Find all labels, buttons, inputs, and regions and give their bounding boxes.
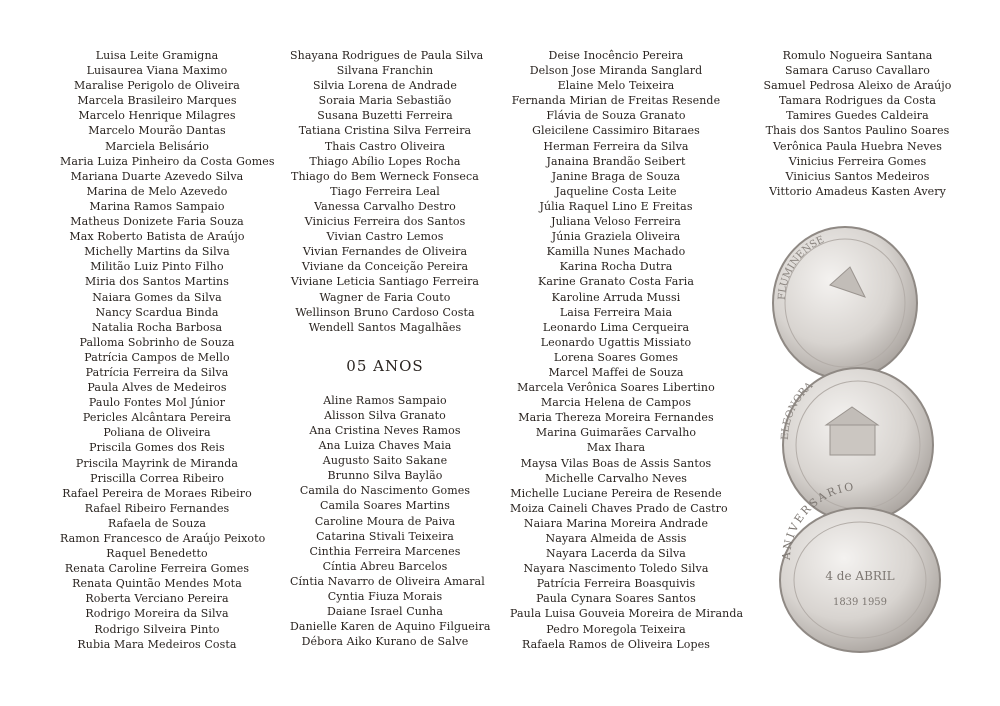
name-entry: Cíntia Abreu Barcelos [322,559,448,573]
name-entry: Janaina Brandão Seibert [546,154,686,168]
name-entry: Maria Thereza Moreira Fernandes [518,411,714,425]
name-entry: Paula Cynara Soares Santos [536,592,696,606]
name-entry: Mariana Duarte Azevedo Silva [70,169,244,183]
name-entry: Marcela Verônica Soares Libertino [517,381,715,395]
name-entry: Rafael Ribeiro Fernandes [84,501,230,515]
name-entry: Shayana Rodrigues de Paula Silva [290,49,484,62]
names-list [290,48,484,335]
name-entry: Tatiana Cristina Silva Ferreira [298,124,472,138]
names-column-4 [760,48,955,199]
name-entry: Augusto Saito Sakane [322,454,448,468]
name-entry: Vinicius Santos Medeiros [785,169,930,183]
name-entry: Aline Ramos Sampaio [323,393,447,407]
name-entry: Miria dos Santos Martins [85,275,229,289]
name-entry: Vivian Fernandes de Oliveira [302,245,468,259]
name-entry: Poliana de Oliveira [103,426,211,440]
name-entry: Thiago Abílio Lopes Rocha [309,154,461,168]
name-entry: Michelle Luciane Pereira de Resende [510,486,722,500]
name-entry: Nayara Lacerda da Silva [546,547,686,561]
name-entry: Jaqueline Costa Leite [555,184,677,198]
name-entry: Débora Aiko Kurano de Salve [301,635,469,649]
name-entry: Wagner de Faria Couto [319,290,451,304]
name-entry: Tamara Rodrigues da Costa [778,94,937,108]
name-entry: Vinicius Ferreira dos Santos [304,215,466,229]
coin1-text: FLUMINENSE [776,234,826,301]
name-entry: Thais Castro Oliveira [324,139,446,153]
name-entry: Patrícia Campos de Mello [84,350,230,364]
name-entry: Tamires Guedes Caldeira [786,109,929,123]
name-entry: Cíntia Navarro de Oliveira Amaral [290,574,485,588]
coin2-text: ELEONORA [779,380,816,441]
name-entry: Rodrigo Moreira da Silva [85,607,229,621]
name-entry: Rafaela Ramos de Oliveira Lopes [522,637,710,651]
name-entry: Marcela Brasileiro Marques [77,94,237,108]
name-entry: Priscilla Correa Ribeiro [90,471,224,485]
name-entry: Lorena Soares Gomes [553,350,679,364]
name-entry: Cyntia Fiuza Morais [327,590,443,603]
names-column-3 [510,48,744,652]
name-entry: Ana Luiza Chaves Maia [318,439,452,453]
name-entry: Marcelo Henrique Milagres [78,109,236,123]
name-entry: Marcia Helena de Campos [540,396,692,410]
coin-middle [780,368,933,522]
name-entry: Júnia Graziela Oliveira [551,230,681,244]
commemorative-coins-image [760,225,960,655]
name-entry: Silvia Lorena de Andrade [312,79,458,93]
name-entry: Herman Ferreira da Silva [543,139,689,153]
name-entry: Deise Inocêncio Pereira [548,49,684,62]
name-entry: Marina de Melo Azevedo [86,184,228,198]
name-entry: Thais dos Santos Paulino Soares [765,124,950,138]
name-entry: Renata Caroline Ferreira Gomes [64,562,250,576]
name-entry: Rafael Pereira de Moraes Ribeiro [62,486,252,500]
name-entry: Juliana Veloso Ferreira [551,215,681,229]
name-entry: Marina Ramos Sampaio [89,199,225,213]
names-list [60,48,275,652]
name-entry: Rodrigo Silveira Pinto [94,622,220,636]
name-entry: Marcel Maffei de Souza [548,365,684,379]
name-entry: Caroline Moura de Paiva [314,514,456,528]
name-entry: Kamilla Nunes Machado [546,245,686,259]
name-entry: Rubia Mara Medeiros Costa [77,637,237,651]
name-entry: Max Roberto Batista de Araújo [69,230,245,244]
name-entry: Naiara Marina Moreira Andrade [523,516,709,530]
name-entry: Wellinson Bruno Cardoso Costa [295,305,475,319]
name-entry: Viviane Leticia Santiago Ferreira [290,275,480,289]
name-entry: Karina Rocha Dutra [559,260,673,274]
name-entry: Patrícia Ferreira da Silva [85,365,229,379]
name-entry: Alisson Silva Granato [324,408,446,422]
name-entry: Verônica Paula Huebra Neves [772,139,942,153]
name-entry: Maralise Perigolo de Oliveira [74,79,240,93]
name-entry: Marcelo Mourão Dantas [88,124,226,138]
name-entry: Camila Soares Martins [320,499,450,513]
name-entry: Cinthia Ferreira Marcenes [309,544,461,558]
name-entry: Nancy Scardua Binda [95,305,219,319]
name-entry: Maria Luiza Pinheiro da Costa Gomes [60,154,275,168]
name-entry: Matheus Donizete Faria Souza [70,215,244,229]
name-entry: Gleicilene Cassimiro Bitaraes [532,124,700,138]
name-entry: Nayara Almeida de Assis [545,532,687,545]
name-entry: Paulo Fontes Mol Júnior [88,396,226,410]
name-entry: Pedro Moregola Teixeira [546,622,686,636]
name-entry: Ramon Francesco de Araújo Peixoto [60,532,266,545]
name-entry: Raquel Benedetto [106,547,208,561]
name-entry: Paula Luisa Gouveia Moreira de Miranda [510,607,744,621]
name-entry: Thiago do Bem Werneck Fonseca [291,169,479,183]
name-entry: Marciela Belisário [105,139,209,153]
names-column-1 [60,48,275,652]
name-entry: Karine Granato Costa Faria [538,275,694,289]
name-entry: Maysa Vilas Boas de Assis Santos [520,456,712,470]
name-entry: Renata Quintão Mendes Mota [72,577,242,591]
name-entry: Fernanda Mirian de Freitas Resende [511,94,721,108]
name-entry: Laisa Ferreira Maia [559,305,673,319]
coin3-years: 1839 1959 [832,597,888,608]
name-entry: Paula Alves de Medeiros [87,381,227,395]
name-entry: Nayara Nascimento Toledo Silva [523,562,709,576]
name-entry: Delson Jose Miranda Sanglard [529,64,703,78]
names-column-2 [290,48,491,649]
names-list [760,48,955,199]
name-entry: Brunno Silva Baylão [327,469,443,483]
name-entry: Roberta Verciano Pereira [85,592,229,606]
name-entry: Michelle Carvalho Neves [544,471,688,485]
name-entry: Patrícia Ferreira Boasquivis [536,577,696,591]
name-entry: Viviane da Conceição Pereira [301,260,469,274]
name-entry: Priscila Gomes dos Reis [89,441,225,455]
name-entry: Max Ihara [586,441,646,455]
name-entry: Moiza Caineli Chaves Prado de Castro [510,501,728,515]
name-entry: Flávia de Souza Granato [546,109,686,123]
coin3-date: 4 de ABRIL [825,569,895,583]
section-title-05-anos: 05 ANOS [346,356,424,375]
name-entry: Palloma Sobrinho de Souza [79,335,235,349]
name-entry: Karoline Arruda Mussi [551,290,681,304]
name-entry: Soraia Maria Sebastião [318,94,452,108]
names-list [510,48,744,652]
name-entry: Danielle Karen de Aquino Filgueira [290,620,491,634]
name-entry: Vanessa Carvalho Destro [314,199,456,213]
name-entry: Vinicius Ferreira Gomes [788,154,927,168]
name-entry: Rafaela de Souza [107,516,207,530]
name-entry: Daiane Israel Cunha [326,605,443,619]
name-entry: Silvana Franchin [336,64,434,78]
coin3-top-text: ANIVERSARIO [779,480,857,561]
name-entry: Luisaurea Viana Maximo [86,64,228,78]
name-entry: Leonardo Ugattis Missiato [540,335,692,349]
name-entry: Camila do Nascimento Gomes [299,484,471,498]
name-entry: Natalia Rocha Barbosa [91,320,223,334]
name-entry: Romulo Nogueira Santana [782,49,933,62]
name-entry: Janine Braga de Souza [551,169,681,183]
name-entry: Vittorio Amadeus Kasten Avery [769,184,946,198]
name-entry: Catarina Stivali Teixeira [316,529,454,543]
name-entry: Pericles Alcântara Pereira [82,411,232,425]
name-entry: Ana Cristina Neves Ramos [309,423,461,437]
coin-top [773,227,917,379]
name-entry: Tiago Ferreira Leal [330,184,440,198]
name-entry: Luisa Leite Gramigna [95,49,219,62]
name-entry: Leonardo Lima Cerqueira [542,320,690,334]
name-entry: Naiara Gomes da Silva [92,290,222,304]
name-entry: Priscila Mayrink de Miranda [75,456,239,470]
name-entry: Marina Guimarães Carvalho [535,426,697,440]
names-list-05-anos [290,393,491,650]
name-entry: Samuel Pedrosa Aleixo de Araújo [763,79,952,93]
name-entry: Wendell Santos Magalhães [308,320,462,334]
name-entry: Júlia Raquel Lino E Freitas [539,199,693,213]
name-entry: Militão Luiz Pinto Filho [90,260,224,274]
name-entry: Samara Caruso Cavallaro [785,64,930,78]
name-entry: Susana Buzetti Ferreira [317,109,453,123]
name-entry: Elaine Melo Teixeira [557,79,675,93]
name-entry: Michelly Martins da Silva [84,245,230,259]
name-entry: Vivian Castro Lemos [326,230,444,244]
